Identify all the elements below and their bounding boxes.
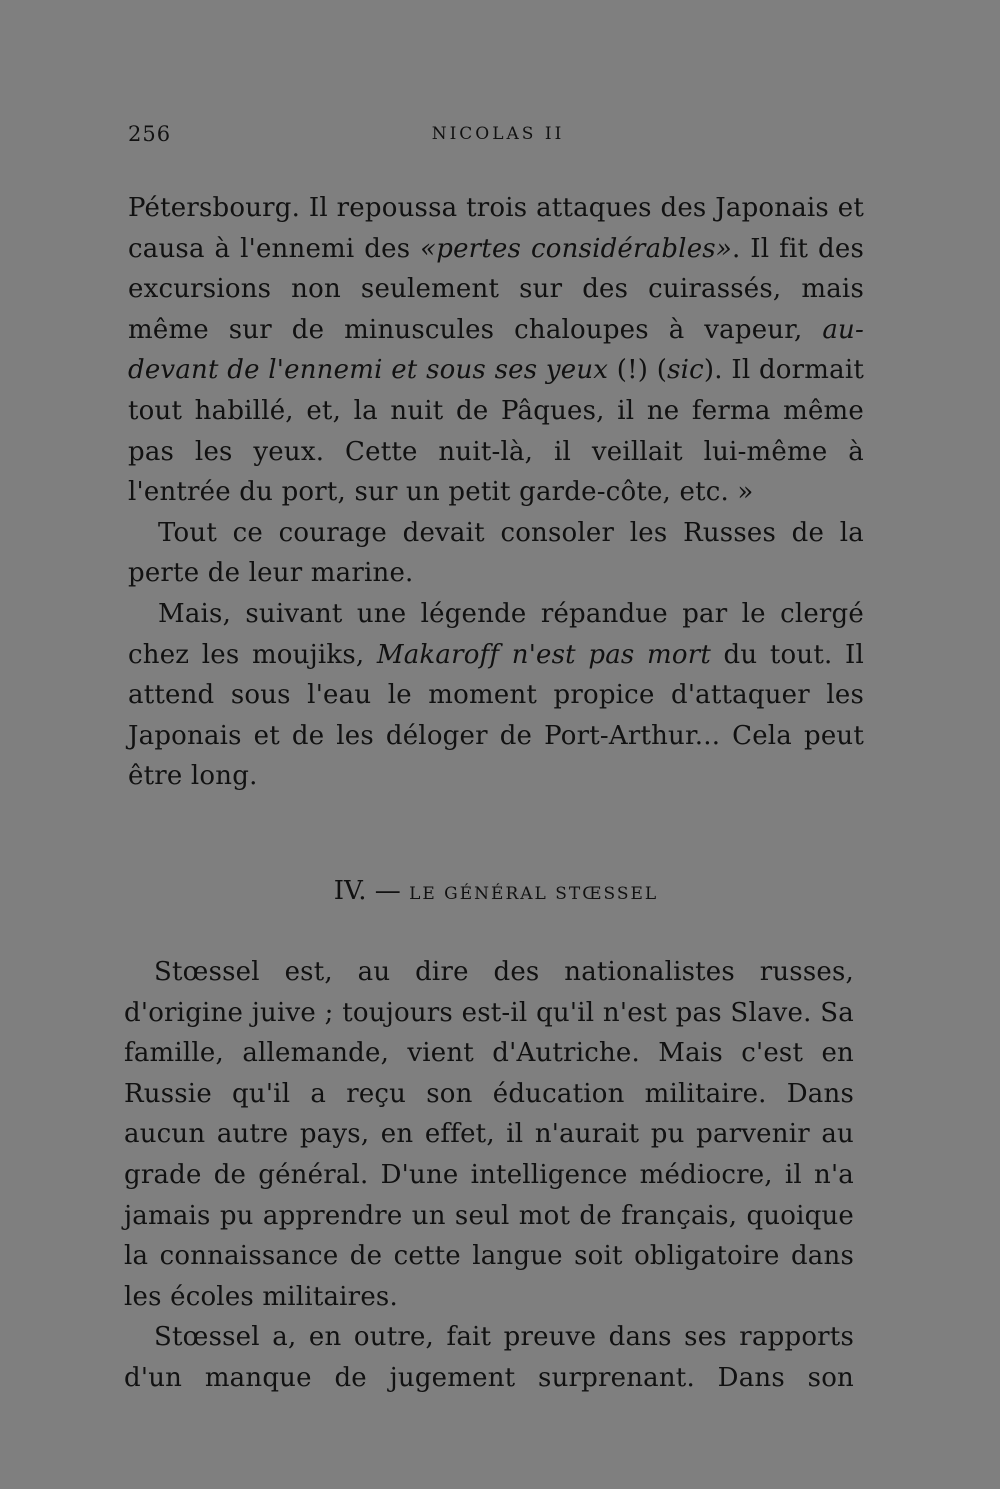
text-run: (!) ( [608, 355, 668, 386]
section-title: LE GÉNÉRAL STŒSSEL [409, 884, 659, 904]
section-heading [128, 876, 864, 906]
italic-phrase: Makaroff n'est pas mort [376, 639, 711, 670]
paragraph-1 [128, 188, 864, 513]
paragraph-2: Tout ce courage devait consoler les Russes de la perte de leur marine. [128, 517, 864, 589]
paragraph-3 [128, 594, 864, 797]
text-run: Pétersbourg. Il repoussa trois attaques des Japonais et causa à l'ennemi des [128, 193, 864, 264]
italic-quote: «pertes considérables» [420, 233, 732, 264]
section-numeral: IV. — [333, 876, 401, 906]
running-title: NICOLAS II [431, 124, 565, 144]
page-number: 256 [128, 122, 172, 146]
text-run: ). Il dormait tout habillé, et, la nuit de Pâques, il ne ferma même pas les yeux. Cette nuit-là, il veillait lui-même à l'entrée du port, sur un petit garde-côte, etc. » [128, 355, 865, 508]
text-run: . Il fit des excursions non seulement sur des cuirassés, mais même sur de minuscules chaloupes à vapeur, [128, 233, 864, 345]
text-run: Mais, suivant une légende répandue par le clergé chez les moujiks, [128, 598, 864, 670]
paragraph-4: Stœssel est, au dire des nationalistes russes, d'origine juive ; toujours est-il qu'il n'est pas Slave. Sa famille, allemande, vient d'Autriche. Mais c'est en Russie qu'il a reçu son éducation militaire. Dans aucun autre pays, en effet, il n'aurait pu parvenir au grade de général. D'une intelligence médiocre, il n'a jamais pu apprendre un seul mot de français, quoique la connaissance de cette langue soit obligatoire dans les écoles militaires. [124, 957, 854, 1312]
text-block-bottom [124, 952, 854, 1399]
text-block-top [128, 188, 864, 797]
page-header [128, 122, 868, 156]
italic-phrase: au-devant de l'ennemi et sous ses yeux [128, 314, 864, 386]
text-run: du tout. Il attend sous l'eau le moment propice d'attaquer les Japonais et de les déloger de Port-Arthur... Cela peut être long. [128, 639, 864, 792]
paragraph-5: Stœssel a, en outre, fait preuve dans ses rapports d'un manque de jugement surprenant. Dans son [124, 1322, 854, 1393]
italic-sic: sic [667, 355, 704, 386]
